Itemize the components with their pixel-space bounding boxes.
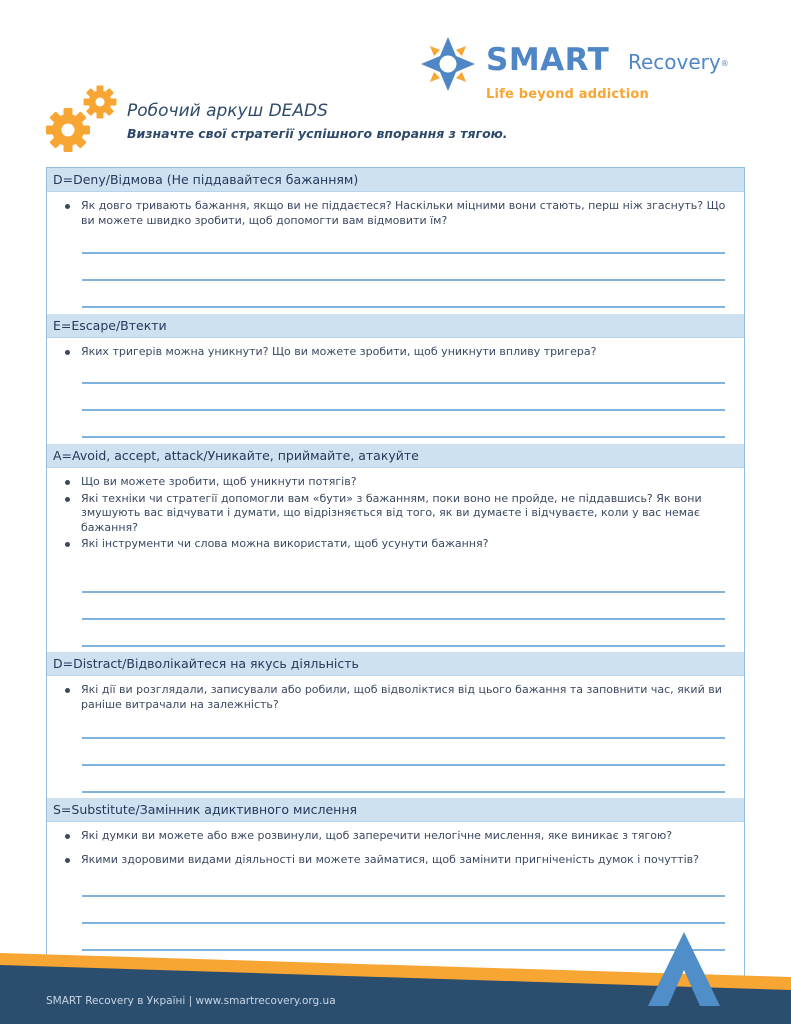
smart-recovery-logo [420, 36, 760, 108]
question-list [47, 475, 744, 552]
answer-line[interactable] [82, 618, 725, 620]
logo-product-text: Recovery [628, 50, 721, 74]
answer-line[interactable] [82, 279, 725, 281]
answer-line[interactable] [82, 436, 725, 438]
registered-mark: ® [720, 59, 729, 68]
logo-product [628, 50, 729, 74]
section-heading: D=Distract/Відволікайтеся на якусь діяльність [47, 652, 744, 676]
answer-line[interactable] [82, 737, 725, 739]
compass-star-icon [420, 36, 476, 92]
page-subtitle: Визначте свої стратегії успішного впорання з тягою. [127, 126, 508, 141]
answer-line[interactable] [82, 409, 725, 411]
worksheet [46, 167, 745, 987]
section-heading: D=Deny/Відмова (Не піддавайтеся бажанням) [47, 168, 744, 192]
question: Які інструменти чи слова можна використати, щоб усунути бажання? [81, 537, 728, 552]
answer-line[interactable] [82, 306, 725, 308]
answer-line[interactable] [82, 252, 725, 254]
section-deny [47, 168, 744, 314]
question: Що ви можете зробити, щоб уникнути потягів? [81, 475, 728, 490]
question-list [47, 345, 744, 360]
gears-icon [44, 82, 120, 156]
question: Як довго тривають бажання, якщо ви не піддаєтеся? Наскільки міцними вони стають, перш ніж згаснуть? Що ви можете швидко зробити, щоб допомогти вам відмовити їм? [81, 199, 728, 228]
section-escape [47, 314, 744, 444]
question: Якими здоровими видами діяльності ви можете займатися, щоб замінити пригніченість думок і почуттів? [81, 853, 728, 868]
question: Які думки ви можете або вже розвинули, щоб заперечити нелогічне мислення, яке виникає з тягою? [81, 829, 728, 844]
question: Які дії ви розглядали, записували або робили, щоб відволіктися від цього бажання та заповнити час, який ви раніше витрачали на залежність? [81, 683, 728, 712]
question-list [47, 829, 744, 867]
section-distract [47, 652, 744, 798]
footer-text: SMART Recovery в Україні | www.smartrecovery.org.ua [46, 995, 336, 1007]
answer-line[interactable] [82, 382, 725, 384]
section-heading: A=Avoid, accept, attack/Уникайте, приймайте, атакуйте [47, 444, 744, 468]
page-title: Робочий аркуш DEADS [127, 101, 328, 121]
section-heading: S=Substitute/Замінник адиктивного мислення [47, 798, 744, 822]
question-list [47, 683, 744, 712]
section-heading: E=Escape/Втекти [47, 314, 744, 338]
answer-line[interactable] [82, 645, 725, 647]
question: Які техніки чи стратегії допомогли вам «бути» з бажанням, поки воно не пройде, не піддавшись? Як вони змушують вас відчувати і думати, що відрізняється від того, як ви думаєте і відчуваєте, коли у вас немає бажання? [81, 492, 728, 536]
answer-line[interactable] [82, 895, 725, 897]
answer-line[interactable] [82, 922, 725, 924]
a-chevron-icon [648, 930, 720, 1008]
answer-line[interactable] [82, 764, 725, 766]
answer-line[interactable] [82, 591, 725, 593]
logo-tagline: Life beyond addiction [486, 87, 649, 102]
logo-brand: SMART [486, 42, 610, 78]
question: Яких тригерів можна уникнути? Що ви можете зробити, щоб уникнути впливу тригера? [81, 345, 728, 360]
section-avoid [47, 444, 744, 652]
question-list [47, 199, 744, 228]
answer-line[interactable] [82, 791, 725, 793]
